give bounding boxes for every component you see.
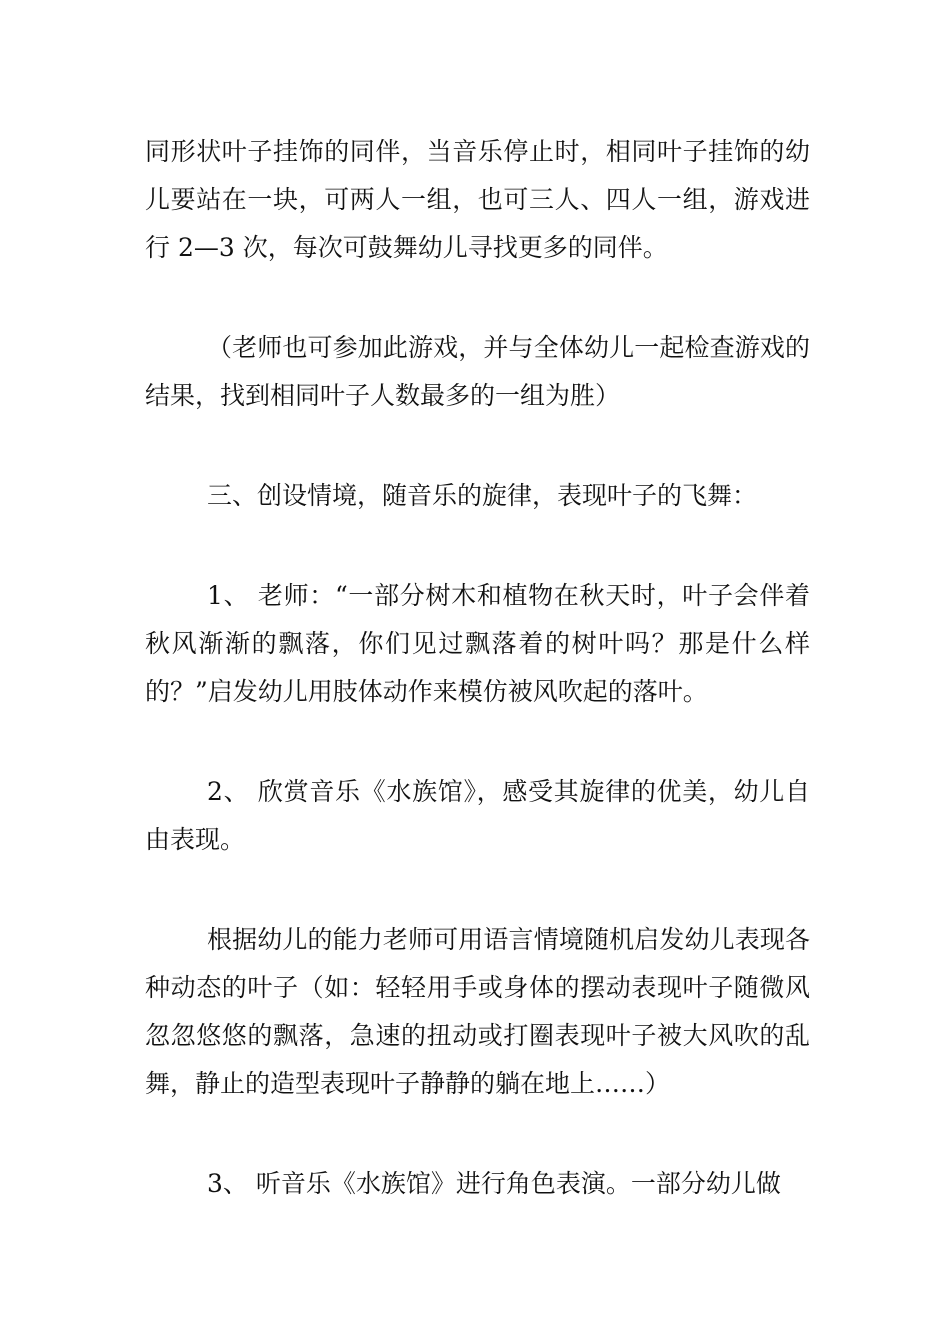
document-body — [145, 128, 810, 1260]
section-heading-three: 三、创设情境，随音乐的旋律，表现叶子的飞舞： — [207, 481, 758, 510]
paragraph-continuation: 同形状叶子挂饰的同伴，当音乐停止时，相同叶子挂饰的幼儿要站在一块，可两人一组，也可三人、四人一组，游戏进行 2—3 次，每次可鼓舞幼儿寻找更多的同伴。 — [145, 137, 810, 262]
paragraph-step-3: 3、 听音乐《水族馆》进行角色表演。一部分幼儿做 — [207, 1169, 781, 1198]
paragraph-teacher-note: （老师也可参加此游戏，并与全体幼儿一起检查游戏的结果，找到相同叶子人数最多的一组为胜） — [145, 333, 810, 410]
paragraph-step-2: 2、 欣赏音乐《水族馆》，感受其旋律的优美，幼儿自由表现。 — [145, 777, 810, 854]
paragraph-step-1: 1、 老师：“一部分树木和植物在秋天时，叶子会伴着秋风渐渐的飘落，你们见过飘落着的树叶吗？那是什么样的？”启发幼儿用肢体动作来模仿被风吹起的落叶。 — [145, 581, 810, 706]
paragraph-guidance: 根据幼儿的能力老师可用语言情境随机启发幼儿表现各种动态的叶子（如：轻轻用手或身体的摆动表现叶子随微风忽忽悠悠的飘落，急速的扭动或打圈表现叶子被大风吹的乱舞，静止的造型表现叶子静静的躺在地上……） — [145, 925, 810, 1098]
